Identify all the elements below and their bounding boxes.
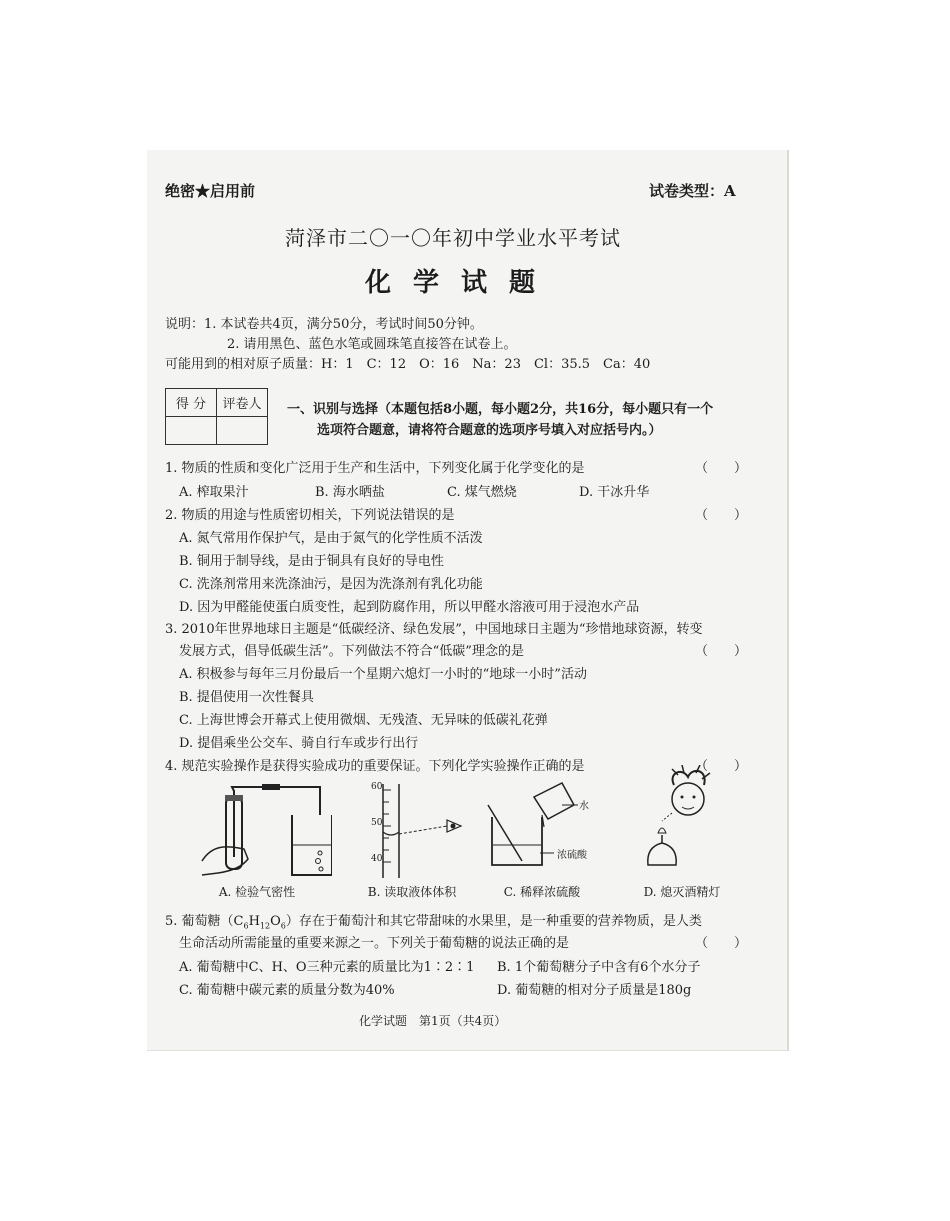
q3-answer-paren[interactable]: （ ） <box>695 644 748 659</box>
figure-c-caption: C. 稀释浓硫酸 <box>503 885 581 899</box>
figure-d-caption: D. 熄灭酒精灯 <box>643 885 721 899</box>
q5-sub-c: 6 <box>243 921 249 931</box>
q5-stem-a: 5. 葡萄糖（C <box>165 914 244 929</box>
grader-cell[interactable] <box>217 417 268 445</box>
q2-option-b: B. 铜用于制导线，是由于铜具有良好的导电性 <box>179 554 444 569</box>
q5-option-d: D. 葡萄糖的相对分子质量是180g <box>497 983 692 998</box>
q3-option-c: C. 上海世博会开幕式上使用微烟、无残渣、无异味的低碳礼花弹 <box>179 713 548 728</box>
q3-stem-line2: 发展方式，倡导低碳生活”。下列做法不符合“低碳”理念的是 <box>179 644 524 659</box>
instruction-line-2: 2. 请用黑色、蓝色水笔或圆珠笔直接答在试卷上。 <box>227 337 517 352</box>
exam-paper <box>147 150 789 1051</box>
q1-option-d: D. 干冰升华 <box>579 485 650 500</box>
score-cell[interactable] <box>166 417 217 445</box>
figure-b-cylinder <box>365 780 475 880</box>
q5-option-c: C. 葡萄糖中碳元素的质量分数为40% <box>179 983 395 998</box>
q1-answer-paren[interactable]: （ ） <box>695 461 748 476</box>
q5-stem-line1 <box>165 910 702 931</box>
subject-title: 化学试题 <box>365 268 558 298</box>
q1-option-c: C. 煤气燃烧 <box>447 485 517 500</box>
score-table <box>165 388 268 445</box>
q5-stem-b: ）存在于葡萄汁和其它带甜味的水果里，是一种重要的营养物质，是人类 <box>285 914 702 929</box>
instruction-line-1: 说明：1. 本试卷共4页，满分50分，考试时间50分钟。 <box>165 317 483 332</box>
q1-option-b: B. 海水晒盐 <box>315 485 385 500</box>
cylinder-mark-50: 50 <box>371 818 383 828</box>
page-footer: 化学试题 第1页（共4页） <box>359 1014 507 1028</box>
q5-sub-o: 6 <box>280 921 286 931</box>
q2-answer-paren[interactable]: （ ） <box>695 508 748 523</box>
paper-type-label: 试卷类型：A <box>649 182 736 200</box>
section1-heading: 一、识别与选择（本题包括8小题，每小题2分，共16分，每小题只有一个 <box>287 402 714 417</box>
figure-b-caption: B. 读取液体体积 <box>367 885 457 899</box>
figure-d-alcohol-lamp <box>622 765 732 875</box>
cylinder-mark-60: 60 <box>371 782 383 792</box>
q3-option-b: B. 提倡使用一次性餐具 <box>179 690 314 705</box>
score-header: 得 分 <box>166 389 217 417</box>
figure-a-caption: A. 检验气密性 <box>218 885 296 899</box>
q4-answer-paren[interactable]: （ ） <box>695 759 748 774</box>
section1-heading-line2: 选项符合题意，请将符合题意的选项序号填入对应括号内。） <box>317 423 662 438</box>
q5-option-a: A. 葡萄糖中C、H、O三种元素的质量比为1∶2∶1 <box>179 960 475 975</box>
q5-option-b: B. 1个葡萄糖分子中含有6个水分子 <box>497 960 701 975</box>
q3-option-a: A. 积极参与每年三月份最后一个星期六熄灯一小时的“地球一小时”活动 <box>179 667 587 682</box>
q5-answer-paren[interactable]: （ ） <box>695 936 748 951</box>
cylinder-mark-40: 40 <box>371 854 383 864</box>
q5-o: O <box>270 914 281 929</box>
q1-stem: 1. 物质的性质和变化广泛用于生产和生活中，下列变化属于化学变化的是 <box>165 461 585 476</box>
q5-sub-h: 12 <box>259 921 271 931</box>
q4-stem: 4. 规范实验操作是获得实验成功的重要保证。下列化学实验操作正确的是 <box>165 759 585 774</box>
q5-stem-line2: 生命活动所需能量的重要来源之一。下列关于葡萄糖的说法正确的是 <box>179 936 570 951</box>
figure-a-airtightness <box>192 775 332 885</box>
label-concentrated-acid: 浓硫酸 <box>557 850 587 861</box>
label-water: 水 <box>579 801 589 812</box>
atomic-masses: 可能用到的相对原子质量：H：1 C：12 O：16 Na：23 Cl：35.5 Ca：40 <box>165 357 651 372</box>
exam-title: 菏泽市二〇一〇年初中学业水平考试 <box>285 226 621 250</box>
q2-option-a: A. 氮气常用作保护气，是由于氮气的化学性质不活泼 <box>179 531 483 546</box>
q2-stem: 2. 物质的用途与性质密切相关，下列说法错误的是 <box>165 508 455 523</box>
q3-option-d: D. 提倡乘坐公交车、骑自行车或步行出行 <box>179 736 419 751</box>
grader-header: 评卷人 <box>217 389 268 417</box>
q3-stem-line1: 3. 2010年世界地球日主题是“低碳经济、绿色发展”，中国地球日主题为“珍惜地球资源，转变 <box>165 622 703 637</box>
q1-option-a: A. 榨取果汁 <box>179 485 249 500</box>
q2-option-d: D. 因为甲醛能使蛋白质变性，起到防腐作用，所以甲醛水溶液可用于浸泡水产品 <box>179 600 640 615</box>
q5-h: H <box>248 914 260 929</box>
confidential-label: 绝密★启用前 <box>165 182 256 200</box>
q2-option-c: C. 洗涤剂常用来洗涤油污，是因为洗涤剂有乳化功能 <box>179 577 483 592</box>
